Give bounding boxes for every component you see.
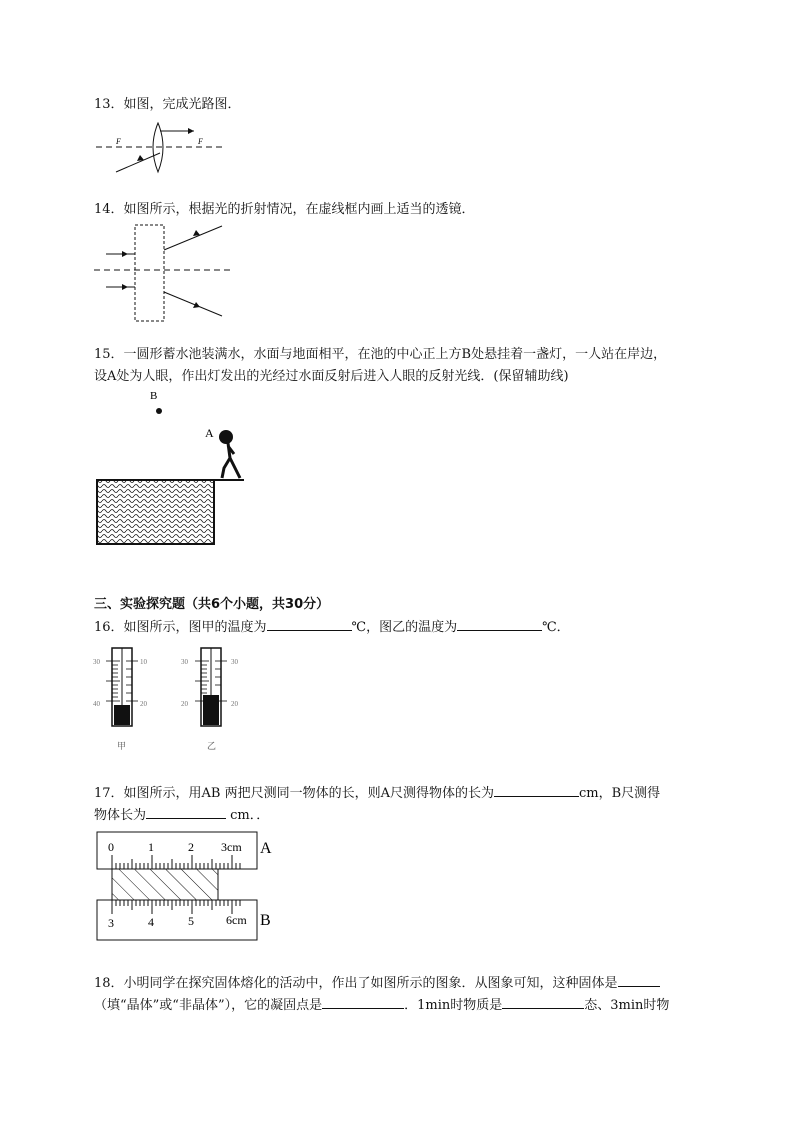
ruler-b-num-3: 3: [108, 916, 114, 930]
thermometer-a: [90, 645, 160, 755]
ruler-a-num-0: 0: [108, 840, 114, 854]
q13-lens-diagram: [94, 120, 234, 176]
answer-blank-temp-b[interactable]: [457, 618, 542, 631]
thermo-a-right-top: 10: [140, 658, 147, 666]
q14-text: 14．如图所示，根据光的折射情况，在虚线框内画上适当的透镜．: [94, 202, 475, 217]
answer-blank-temp-a[interactable]: [267, 618, 352, 631]
q14-lens-box-diagram: [94, 222, 234, 324]
outgoing-ray-lower: [164, 292, 222, 316]
q17-line2: [94, 806, 269, 825]
arrowhead: [122, 284, 128, 290]
answer-blank-length-a[interactable]: [494, 784, 579, 797]
outgoing-ray-upper: [164, 226, 222, 250]
thermo-b-right-bottom: 20: [231, 700, 238, 708]
mercury-column: [114, 705, 130, 725]
ruler-b-label: B: [260, 912, 271, 929]
q16-text-2: ℃，图乙的温度为: [351, 620, 458, 635]
q17-text-2: cm，B尺测得: [579, 786, 661, 801]
q15-line2: 设A处为人眼，作出灯发出的光经过水面反射后进入人眼的反射光线．(保留辅助线): [94, 369, 569, 384]
dashed-lens-box: [135, 225, 164, 321]
q17-text-1: 17．如图所示，用AB 两把尺测同一物体的长，则A尺测得物体的长为: [94, 786, 495, 801]
q18-text-3: ．1min时物质是: [404, 998, 503, 1013]
thermometer-b: [176, 645, 246, 755]
answer-blank-state-1min[interactable]: [502, 996, 584, 1009]
answer-blank-length-b[interactable]: [146, 806, 226, 819]
q17-text-4: cm．．: [226, 808, 270, 823]
q18-text-1: 18．小明同学在探究固体熔化的活动中，作出了如图所示的图象．从图象可知，这种固体是: [94, 976, 618, 991]
thermo-a-tick-bottom: 40: [93, 700, 100, 708]
thermo-b-tick-top: 30: [181, 658, 188, 666]
q15-line1: 15．一圆形蓄水池装满水，水面与地面相平，在池的中心正上方B处悬挂着一盏灯，一人站在岸边，: [94, 347, 667, 362]
thermo-a-caption: 甲: [117, 741, 127, 751]
focal-point-left: F: [116, 137, 121, 146]
label-b: B: [150, 390, 158, 402]
stick-person: [222, 443, 240, 478]
section-heading: 三、实验探究题（共6个小题，共30分）: [94, 597, 330, 612]
label-a: A: [205, 426, 214, 440]
q18-text-4: 态、3min时物: [584, 998, 670, 1013]
q17-line1: [94, 784, 660, 803]
q16-text-3: ℃．: [542, 620, 570, 635]
ruler-b-num-5: 5: [188, 914, 194, 928]
ruler-a-num-1: 1: [148, 840, 154, 854]
lamp-point-b: [156, 408, 162, 414]
ruler-b-num-6: 6cm: [226, 913, 247, 927]
ruler-a-num-3: 3cm: [221, 840, 242, 854]
ruler-b-num-4: 4: [148, 915, 154, 929]
arrowhead: [122, 251, 128, 257]
q13-text: 13．如图，完成光路图．: [94, 97, 241, 112]
arrowhead: [193, 302, 200, 308]
arrowhead: [137, 155, 144, 161]
q15-pool-diagram: [94, 388, 254, 550]
thermo-b-tick-bottom: 20: [181, 700, 188, 708]
ruler-a-label: A: [260, 840, 272, 857]
incident-ray-focus: [116, 153, 160, 172]
q17-rulers-diagram: [95, 830, 285, 944]
thermo-a-right-bottom: 20: [140, 700, 147, 708]
answer-blank-solid-type[interactable]: [618, 974, 660, 987]
arrowhead: [188, 128, 194, 134]
ruler-a-num-2: 2: [188, 840, 194, 854]
thermo-b-right-top: 30: [231, 658, 238, 666]
q16-text-1: 16．如图所示，图甲的温度为: [94, 620, 267, 635]
mercury-column: [203, 695, 219, 725]
thermo-b-caption: 乙: [207, 741, 217, 751]
q16-question: [94, 618, 570, 637]
answer-blank-freezing-point[interactable]: [322, 996, 404, 1009]
water-pool: [97, 480, 214, 544]
q17-text-3: 物体长为: [94, 808, 147, 823]
person-head: [219, 430, 233, 444]
thermo-a-tick-top: 30: [93, 658, 100, 666]
arrowhead: [193, 230, 200, 236]
measured-object: [112, 869, 218, 900]
q18-text-2: （填“晶体”或“非晶体”），它的凝固点是: [94, 998, 323, 1013]
q18-line1: [94, 974, 660, 993]
q18-line2: [94, 996, 669, 1015]
focal-point-right: F: [198, 137, 203, 146]
